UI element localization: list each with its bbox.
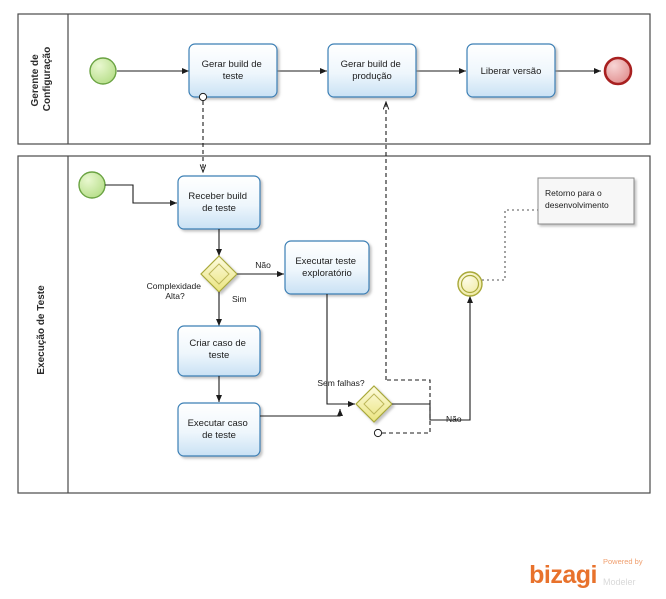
task-executar-caso-de-teste[interactable]	[178, 403, 260, 456]
task-label: Criar caso de teste	[189, 338, 246, 361]
annotation-retorno-desenvolvimento	[538, 178, 634, 224]
branding-product: bizagi	[529, 561, 597, 589]
branding-powered-by: Powered by	[603, 557, 643, 566]
edge-label-sem-falhas-nao: Não	[446, 414, 462, 424]
start-event-config	[90, 58, 116, 84]
task-label: Executar caso de teste	[187, 418, 248, 441]
task-label: Gerar build de teste	[201, 59, 262, 82]
gateway-sem-falhas-label: Sem falhas?	[317, 378, 365, 388]
task-label: Gerar build de produção	[340, 59, 401, 82]
task-liberar-versao[interactable]	[467, 44, 555, 97]
task-receber-build-de-teste[interactable]	[178, 176, 260, 229]
task-gerar-build-teste[interactable]	[189, 44, 277, 97]
start-event-test	[79, 172, 105, 198]
task-gerar-build-producao[interactable]	[328, 44, 416, 97]
edge-label-complexidade-sim: Sim	[232, 294, 247, 304]
gateway-complexidade-label: Complexidade Alta?	[146, 281, 201, 301]
task-label: Receber build de teste	[188, 191, 247, 214]
lane-label-gerente-configuracao: Gerente de Configuração	[30, 46, 53, 112]
edge-label-complexidade-nao: Não	[255, 260, 271, 270]
task-label: Executar teste exploratório	[295, 256, 357, 279]
intermediate-event-test	[458, 272, 482, 296]
lane-label-execucao-teste: Execução de Teste	[36, 285, 47, 375]
bizagi-branding	[529, 557, 643, 589]
end-event-config	[605, 58, 631, 84]
task-executar-teste-exploratorio[interactable]	[285, 241, 369, 294]
annotation-label: Retorno para o desenvolvimento	[545, 188, 609, 210]
branding-edition: Modeler	[603, 577, 636, 587]
task-criar-caso-de-teste[interactable]	[178, 326, 260, 376]
task-label: Liberar versão	[480, 66, 542, 77]
